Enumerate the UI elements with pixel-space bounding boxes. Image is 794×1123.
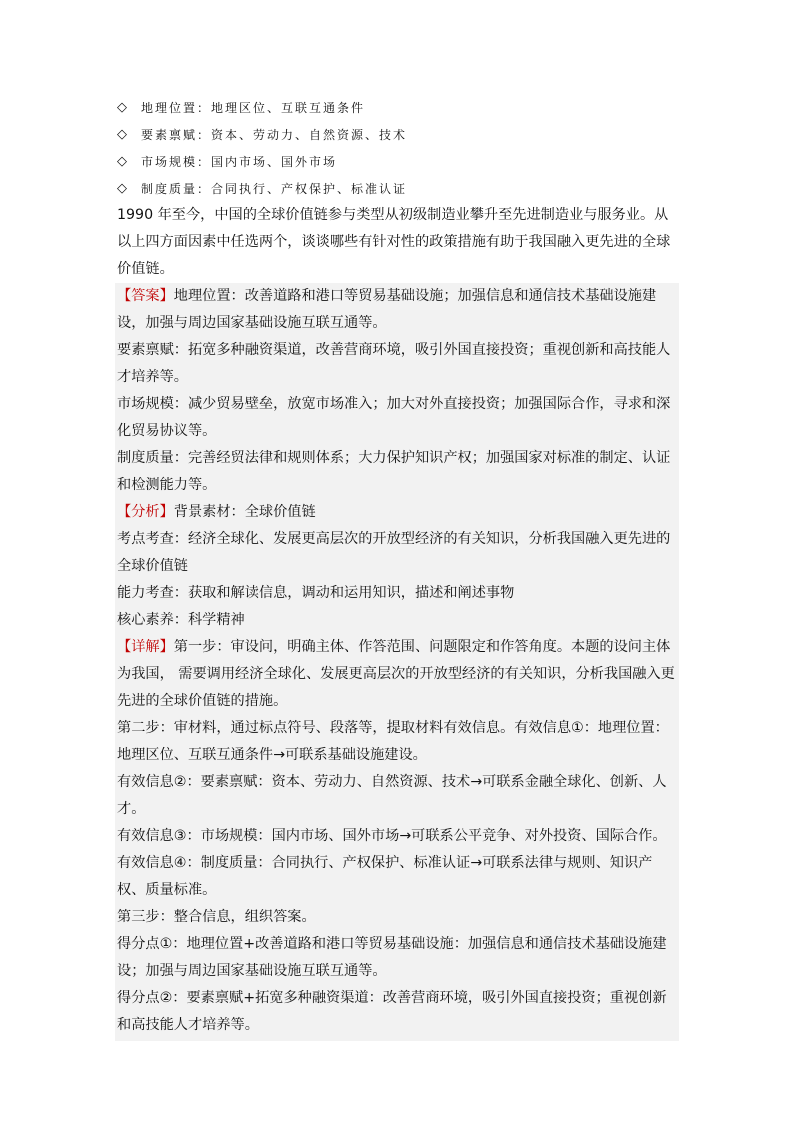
bullet-item: [117, 175, 677, 202]
bullet-text: 市场规模：国内市场、国外市场: [141, 155, 338, 169]
detail-tag: 【详解】: [117, 639, 174, 655]
analysis-line: 考点考查：经济全球化、发展更高层次的开放型经济的有关知识，分析我国融入更先进的全球价值链: [117, 531, 671, 574]
bullet-text: 制度质量：合同执行、产权保护、标准认证: [141, 182, 408, 196]
detail-line: 第三步：整合信息，组织答案。: [117, 909, 316, 925]
detail-line: 有效信息②：要素禀赋：资本、劳动力、自然资源、技术→可联系金融全球化、创新、人才。: [117, 774, 667, 817]
diamond-icon: ◇: [117, 127, 127, 142]
detail-line: 得分点②：要素禀赋+拓宽多种融资渠道：改善营商环境，吸引外国直接投资；重视创新和高技能人才培养等。: [117, 990, 667, 1033]
diamond-icon: ◇: [117, 154, 127, 169]
bullet-item: [117, 121, 677, 148]
detail-paragraph: 【详解】第一步：审设问，明确主体、作答范围、问题限定和作答角度。本题的设问主体为我国， 需要调用经济全球化、发展更高层次的开放型经济的有关知识，分析我国融入更先进的全球价值链的措施。: [117, 639, 675, 709]
detail-line: 有效信息③：市场规模：国内市场、国外市场→可联系公平竞争、对外投资、国际合作。: [117, 828, 667, 844]
analysis-paragraph: 【分析】背景素材：全球价值链: [117, 504, 316, 520]
diamond-icon: ◇: [117, 181, 127, 196]
detail-line: 有效信息④：制度质量：合同执行、产权保护、标准认证→可联系法律与规则、知识产权、质量标准。: [117, 855, 653, 898]
bullet-item: [117, 148, 677, 175]
bullet-item: [117, 94, 677, 121]
solution-section: [115, 283, 679, 1041]
question-text: 1990 年至今，中国的全球价值链参与类型从初级制造业攀升至先进制造业与服务业。从以上四方面因素中任选两个，谈谈哪些有针对性的政策措施有助于我国融入更先进的全球价值链。: [117, 207, 671, 277]
analysis-line: 核心素养：科学精神: [117, 612, 245, 628]
document-page: [117, 94, 677, 1041]
answer-line: 市场规模：减少贸易壁垒，放宽市场准入；加大对外直接投资；加强国际合作，寻求和深化贸易协议等。: [117, 396, 671, 439]
analysis-line: 能力考查：获取和解读信息，调动和运用知识，描述和阐述事物: [117, 585, 515, 601]
answer-line: 制度质量：完善经贸法律和规则体系；大力保护知识产权；加强国家对标准的制定、认证和检测能力等。: [117, 450, 671, 493]
detail-line: 第二步：审材料，通过标点符号、段落等，提取材料有效信息。有效信息①：地理位置：地理区位、互联互通条件→可联系基础设施建设。: [117, 720, 669, 763]
answer-line: 要素禀赋：拓宽多种融资渠道，改善营商环境，吸引外国直接投资；重视创新和高技能人才培养等。: [117, 342, 671, 385]
diamond-icon: ◇: [117, 100, 127, 115]
answer-paragraph: 【答案】地理位置：改善道路和港口等贸易基础设施；加强信息和通信技术基础设施建设，加强与周边国家基础设施互联互通等。: [117, 288, 657, 331]
bullet-text: 地理位置：地理区位、互联互通条件: [141, 101, 366, 115]
detail-line: 得分点①：地理位置+改善道路和港口等贸易基础设施：加强信息和通信技术基础设施建设；加强与周边国家基础设施互联互通等。: [117, 936, 667, 979]
analysis-tag: 【分析】: [117, 504, 174, 520]
bullet-text: 要素禀赋：资本、劳动力、自然资源、技术: [141, 128, 408, 142]
answer-tag: 【答案】: [117, 288, 174, 304]
